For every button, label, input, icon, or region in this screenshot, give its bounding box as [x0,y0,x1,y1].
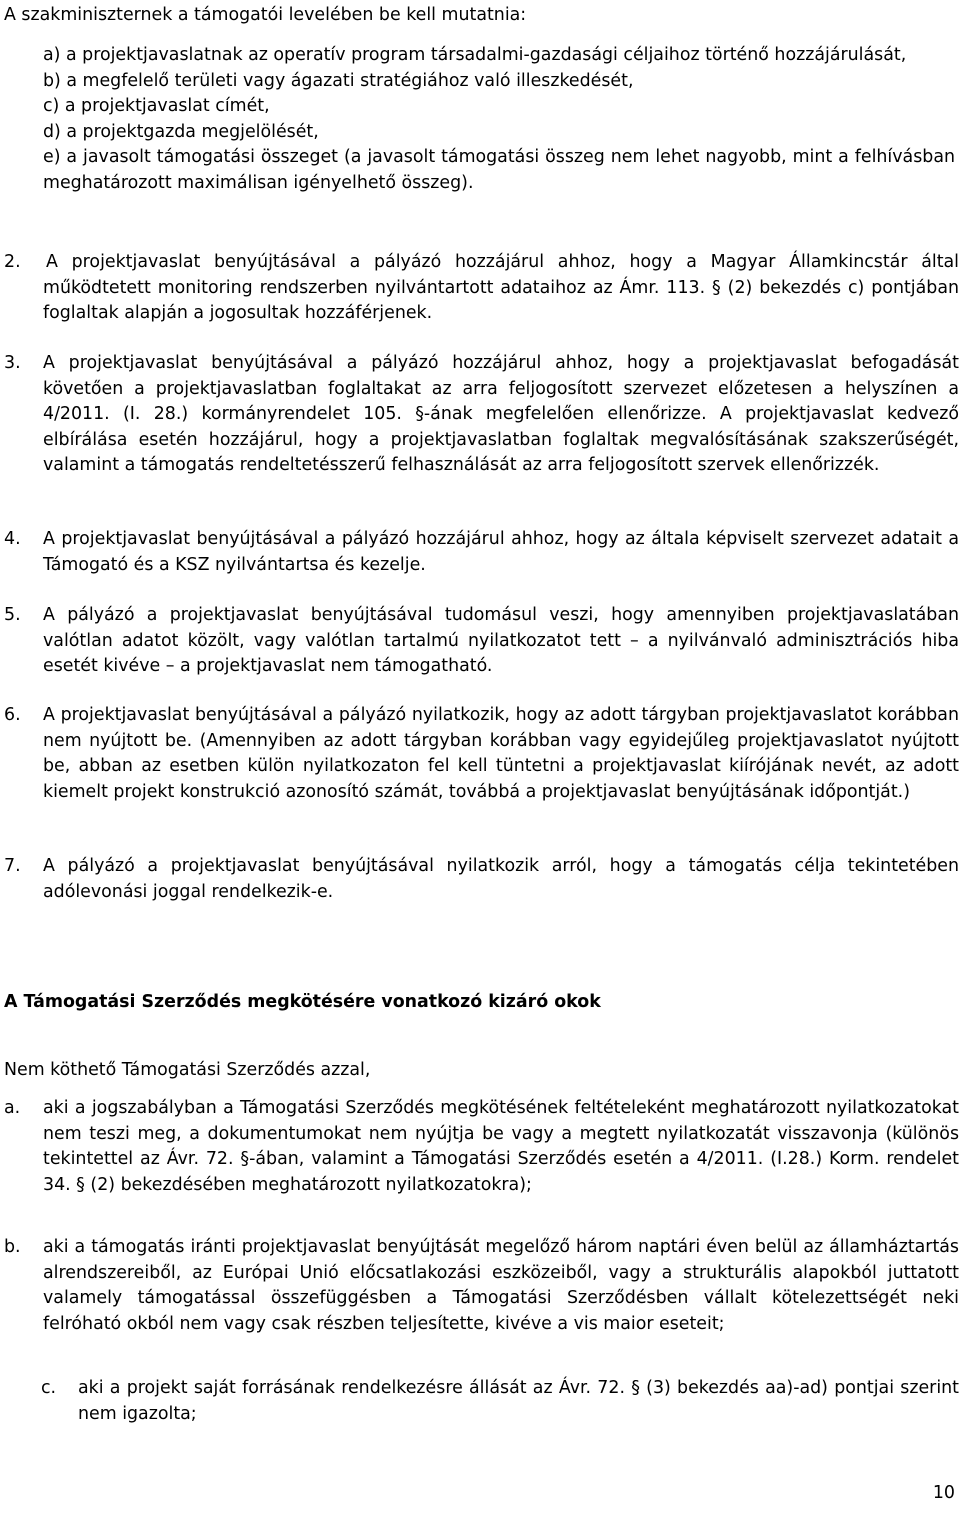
item-text: A pályázó a projektjavaslat benyújtásával nyilatkozik arról, hogy a támogatás célja tekintetében adólevonási joggal rendelkezik-e. [43,856,959,902]
item-number: 2. [4,252,21,272]
numbered-item-3 [4,351,959,479]
intro-text: A szakminiszternek a támogatói levelében be kell mutatnia: [4,5,527,25]
sub-item-list [43,43,955,197]
lettered-item-b [4,1235,959,1337]
lettered-item-a [4,1096,959,1198]
sub-item-b: b) a megfelelő területi vagy ágazati stratégiához való illeszkedését, [43,70,634,91]
item-number: 7. [4,856,21,876]
numbered-item-5 [4,603,959,680]
sub-item-c: c) a projektjavaslat címét, [43,96,270,117]
sub-item-e: e) a javasolt támogatási összeget (a javasolt támogatási összeg nem lehet nagyobb, mint a felhívásban meghatározott maximálisan igényelhető összeg). [43,147,955,193]
numbered-item-7 [4,854,959,905]
sub-item-a: a) a projektjavaslatnak az operatív program társadalmi-gazdasági céljaihoz történő hozzájárulását, [43,45,907,65]
item-text: A projektjavaslat benyújtásával a pályázó nyilatkozik, hogy az adott tárgyban projektjavaslatot korábban nem nyújtott be. (Amennyiben az adott tárgyban korábban vagy egyidejűleg projektjavaslatot nyújtott be, abban az esetben külön nyilatkozaton fel kell tüntetni a projektjavaslat kiírójának nevét, az adott kiemelt projekt konstrukció azonosító számát, továbbá a projektjavaslat benyújtásának időpontját.) [43,705,959,802]
item-text: A projektjavaslat benyújtásával a pályázó hozzájárul ahhoz, hogy az általa képviselt szervezet adatait a Támogató és a KSZ nyilvántartsa és kezelje. [43,529,959,575]
section-heading: A Támogatási Szerződés megkötésére vonatkozó kizáró okok [4,992,601,1012]
page-number: 10 [932,1483,955,1503]
sub-item-d: d) a projektgazda megjelölését, [43,121,319,142]
numbered-item-6 [4,703,959,805]
lettered-item-c [41,1376,959,1427]
numbered-item-2 [4,250,959,327]
item-text: A projektjavaslat benyújtásával a pályázó hozzájárul ahhoz, hogy a projektjavaslat befogadását követően a projektjavaslatban foglaltakat az arra feljogosított szervezet előzetesen a helyszínen a 4/2011. (I. 28.) kormányrendelet 105. §-ának megfelelően ellenőrizze. A projektjavaslat kedvező elbírálása esetén hozzájárul, hogy a projektjavaslatban foglaltak megvalósításának szakszerűségét, valamint a támogatás rendeltetésszerű felhasználását az arra feljogosított szervek ellenőrizzék. [43,353,959,476]
item-text: A projektjavaslat benyújtásával a pályázó hozzájárul ahhoz, hogy a Magyar Államkincstár által működtetett monitoring rendszerben nyilvántartott adataihoz az Ámr. 113. § (2) bekezdés c) pontjában foglaltak alapján a jogosultak hozzáférjenek. [43,252,959,324]
lead-text: Nem köthető Támogatási Szerződés azzal, [4,1060,371,1080]
item-letter: b. [4,1237,21,1257]
item-number: 3. [4,353,21,373]
item-letter: c. [41,1378,57,1398]
item-text: aki a projekt saját forrásának rendelkezésre állását az Ávr. 72. § (3) bekezdés aa)-ad) pontjai szerint nem igazolta; [78,1378,959,1424]
item-number: 6. [4,705,21,725]
item-text: aki a jogszabályban a Támogatási Szerződés megkötésének feltételeként meghatározott nyilatkozatokat nem teszi meg, a dokumentumokat nem nyújtja be vagy a megtett nyilatkozatát visszavonja (különös tekintettel az Ávr. 72. §-ában, valamint a Támogatási Szerződés esetén a 4/2011. (I.28.) Korm. rendelet 34. § (2) bekezdésében meghatározott nyilatkozatokra); [43,1098,959,1195]
item-number: 5. [4,605,21,625]
numbered-item-4 [4,527,959,578]
item-text: aki a támogatás iránti projektjavaslat benyújtását megelőző három naptári éven belül az államháztartás alrendszereiből, az Európai Unió előcsatlakozási eszközeiből, vagy a strukturális alapokból juttatott valamely támogatással összefüggésben a Támogatási Szerződésben vállalt kötelezettségét neki felróható okból nem vagy csak részben teljesítette, kivéve a vis maior eseteit; [43,1237,959,1334]
item-letter: a. [4,1098,21,1118]
item-number: 4. [4,529,21,549]
item-text: A pályázó a projektjavaslat benyújtásával tudomásul veszi, hogy amennyiben projektjavaslatában valótlan adatot közölt, vagy valótlan tartalmú nyilatkozatot tett – a nyilvánvaló adminisztrációs hiba esetét kivéve – a projektjavaslat nem támogatható. [43,605,959,677]
